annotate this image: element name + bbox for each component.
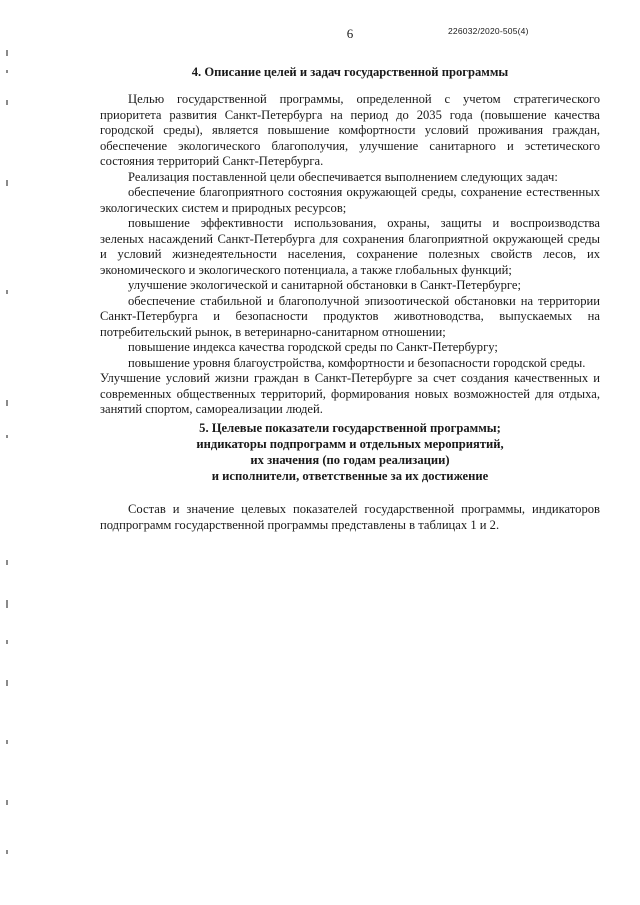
task-item: улучшение экологической и санитарной обстановки в Санкт-Петербурге; xyxy=(128,278,522,292)
section-5-title-line: их значения (по годам реализации) xyxy=(250,453,450,467)
task-item: повышение индекса качества городской среды по Санкт-Петербургу; xyxy=(128,340,498,354)
goal-paragraph: Целью государственной программы, определенной с учетом стратегического приоритета развития Санкт-Петербурга на период до 2035 года (повышение качества городской среды), является повышение комфортности условий проживания граждан, обеспечение экологического благополучия, улучшение санитарного и эстетического состояния территорий Санкт-Петербурга. xyxy=(100,92,600,168)
section-5-title xyxy=(100,420,600,484)
tasks-intro: Реализация поставленной цели обеспечивается выполнением следующих задач: xyxy=(128,169,558,184)
document-code: 226032/2020-505(4) xyxy=(448,26,529,36)
section-4-title: 4. Описание целей и задач государственной программы xyxy=(191,65,509,79)
section-5-title-line: 5. Целевые показатели государственной программы; xyxy=(199,421,501,435)
page-number: 6 xyxy=(346,26,354,41)
section-5-title-line: индикаторы подпрограмм и отдельных мероприятий, xyxy=(196,437,504,451)
scan-margin-marks xyxy=(6,40,14,880)
task-item: повышение эффективности использования, охраны, защиты и воспроизводства зеленых насаждений Санкт-Петербурга для сохранения благоприятной окружающей среды и условий жизнедеятельности населения, сохранение полезных свойств лесов, их экономического и экологического потенциала, а также глобальных функций; xyxy=(100,216,600,277)
section-5-body xyxy=(100,502,600,533)
indicators-paragraph: Состав и значение целевых показателей государственной программы, индикаторов подпрограмм государственной программы представлены в таблицах 1 и 2. xyxy=(100,502,600,532)
closing-paragraph: Улучшение условий жизни граждан в Санкт-Петербурге за счет создания качественных и современных общественных территорий, формирования новых возможностей для отдыха, занятий спортом, самореализации людей. xyxy=(100,371,600,416)
section-4-body xyxy=(100,92,600,418)
task-item: обеспечение стабильной и благополучной эпизоотической обстановки на территории Санкт-Петербурга и безопасности продуктов животноводства, выпускаемых на потребительский рынок, в ветеринарно-санитарном отношении; xyxy=(100,293,600,339)
section-5-title-line: и исполнители, ответственные за их достижение xyxy=(211,469,489,483)
task-item: повышение уровня благоустройства, комфортности и безопасности городской среды. xyxy=(128,355,586,370)
task-item: обеспечение благоприятного состояния окружающей среды, сохранение естественных экологических систем и природных ресурсов; xyxy=(100,185,600,215)
